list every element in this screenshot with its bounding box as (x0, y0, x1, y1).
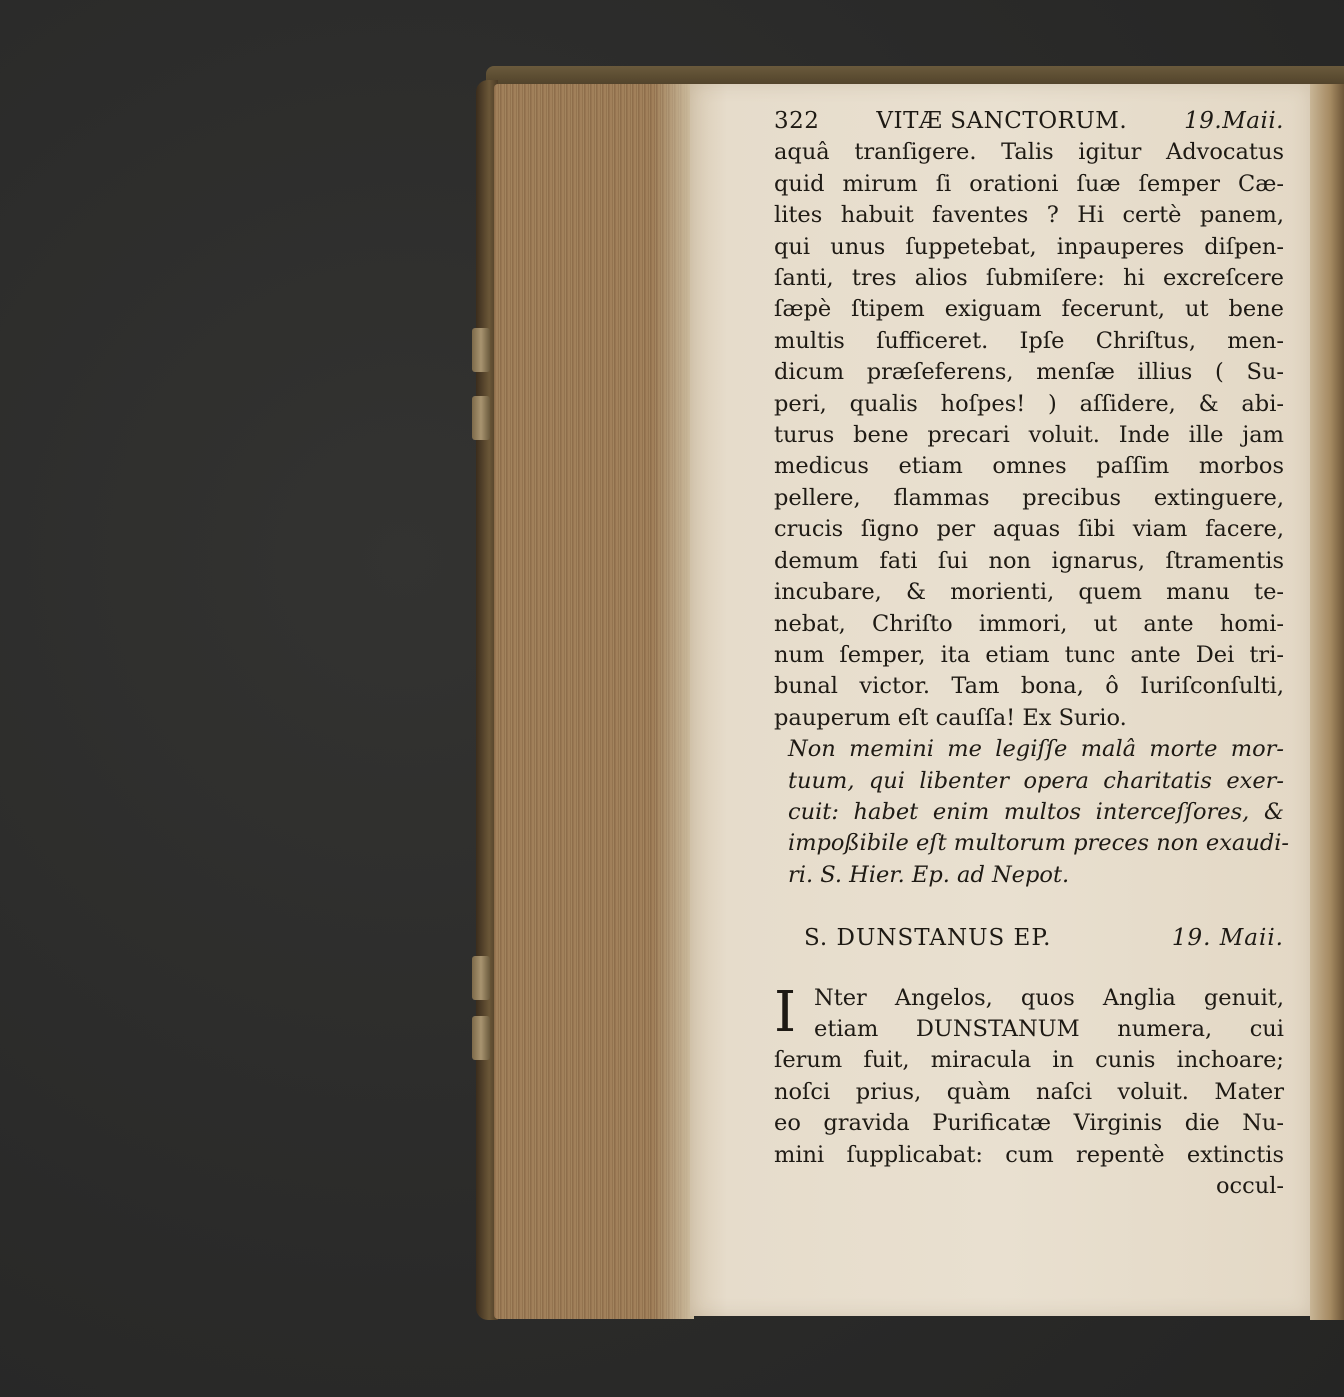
page-edges (494, 84, 694, 1319)
section-heading (774, 923, 1284, 954)
text-line: nebat, Chriſto immori, ut ante homi- (774, 610, 1284, 637)
text-line: pellere, flammas precibus extinguere, (774, 484, 1284, 511)
section-title: S. DUNSTANUS EP. (804, 925, 1052, 952)
text-line: mini ſupplicabat: cum repentè extinctis (774, 1141, 1284, 1168)
clasp-upper-2 (472, 396, 490, 440)
note-line: tuum, qui libenter opera charitatis exer- (788, 767, 1284, 794)
text-line: etiam DUNSTANUM numera, cui (814, 1015, 1284, 1042)
text-line: ſerum fuit, miracula in cunis inchoare; (774, 1047, 1284, 1074)
text-line: demum fati ſui non ignarus, ſtramentis (774, 547, 1284, 574)
note-line: ri. S. Hier. Ep. ad Nepot. (788, 861, 1070, 888)
text-line: noſci prius, quàm naſci voluit. Mater (774, 1078, 1284, 1105)
facing-page-edge (1310, 84, 1344, 1320)
clasp-upper (472, 328, 490, 372)
note-line: impoßibile eſt multorum preces non exaudi- (788, 830, 1290, 857)
body-text (774, 137, 1284, 734)
text-line: crucis ſigno per aquas ſibi viam facere, (774, 516, 1284, 543)
text-line: num ſemper, ita etiam tunc ante Dei tri- (774, 641, 1284, 668)
quotation-note (774, 734, 1290, 891)
text-line: turus bene precari voluit. Inde ille jam (774, 422, 1284, 449)
note-line: cuit: habet enim multos interceſſores, & (788, 798, 1284, 825)
clasp-lower (472, 956, 490, 1000)
note-line: Non memini me legiſſe malâ morte mor- (788, 736, 1284, 763)
text-line: qui unus ſuppetebat, inpauperes diſpen- (774, 233, 1284, 260)
text-line: ſanti, tres alios ſubmiſere: hi excreſcere (774, 265, 1284, 292)
open-book (476, 66, 1344, 1326)
text-line: multis ſufficeret. Ipſe Chriſtus, men- (774, 327, 1284, 354)
page-number: 322 (774, 108, 820, 134)
text-line: lites habuit faventes ? Hi certè panem, (774, 202, 1284, 229)
section-date: 19. Maii. (1171, 925, 1284, 952)
header-date: 19.Maii. (1184, 108, 1284, 134)
running-title: VITÆ SANCTORUM. (876, 108, 1128, 134)
page-text (774, 106, 1290, 1202)
text-line: medicus etiam omnes paſſim morbos (774, 453, 1284, 480)
section-paragraph (774, 979, 1284, 1203)
running-header (774, 106, 1284, 137)
text-line: Nter Angelos, quos Anglia genuit, (814, 984, 1284, 1011)
book-page (690, 84, 1310, 1316)
text-line: incubare, & morienti, quem manu te- (774, 579, 1284, 606)
text-line: eo gravida Purificatæ Virginis die Nu- (774, 1110, 1284, 1137)
catchword: occul- (1215, 1173, 1284, 1199)
text-line: dicum præſeferens, menſæ illius ( Su- (774, 359, 1284, 386)
text-line: peri, qualis hoſpes! ) aſſidere, & abi- (774, 390, 1284, 417)
text-line: pauperum eſt cauſſa! Ex Surio. (774, 704, 1127, 731)
drop-capital: I (774, 979, 797, 1045)
text-line: aquâ tranſigere. Talis igitur Advocatus (774, 139, 1284, 166)
text-line: bunal victor. Tam bona, ô Iuriſconſulti, (774, 673, 1284, 700)
clasp-lower-2 (472, 1016, 490, 1060)
text-line: quid mirum ſi orationi ſuæ ſemper Cæ- (774, 170, 1284, 197)
text-line: ſæpè ſtipem exiguam fecerunt, ut bene (774, 296, 1284, 323)
